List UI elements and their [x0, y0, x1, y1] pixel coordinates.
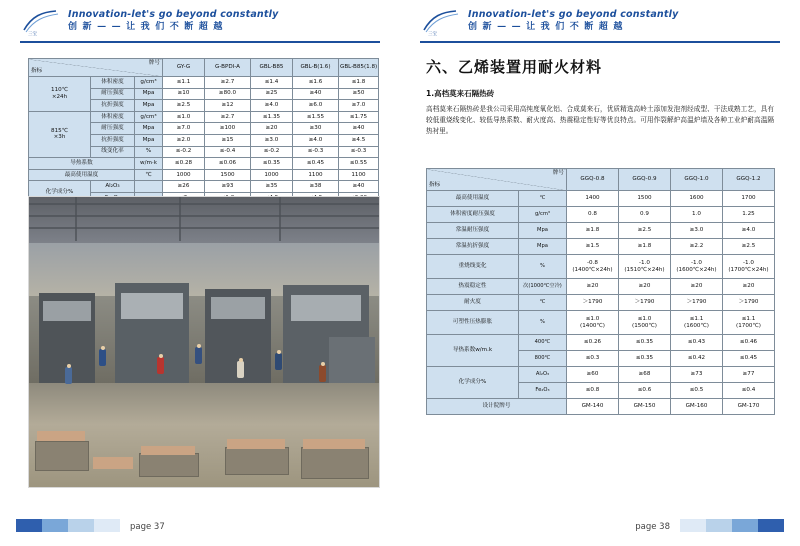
table-cell: ≤-0.3 [339, 146, 379, 158]
row-unit: ℃ [135, 169, 163, 181]
table-cell: ≤-0.2 [163, 146, 205, 158]
table-cell: ≥50 [339, 88, 379, 100]
table-cell: ≥35 [251, 181, 293, 193]
table-cell: ≤0.46 [723, 335, 775, 351]
table-cell: ≤0.42 [671, 351, 723, 367]
table-cell: ≥2.7 [205, 111, 251, 123]
table-col-header: GBL-B85 [251, 59, 293, 77]
left-page-footer [0, 506, 400, 546]
table-cell: ≤1.8 [339, 77, 379, 89]
table-cell: -0.8 (1400℃×24h) [567, 255, 619, 279]
row-label: 耐压强度 [91, 123, 135, 135]
body-paragraph: 高档莫来石隔热砖是我公司采用高纯度氧化铝、合成莫来石，优质精选高岭土添加发泡剂经成型、干法成熟工艺，具有较低重烧线变化、较低导热系数、耐火度高、热震稳定性好等优良特点。可用作裂解炉高温炉墙及各种工业炉耐高温隔热衬里。 [426, 105, 774, 135]
row-unit: Mpa [135, 100, 163, 112]
table-cell: ≤1.55 [293, 111, 339, 123]
table-cell: ≤1.6 [293, 77, 339, 89]
table-row [29, 158, 379, 170]
table-cell: 1500 [205, 169, 251, 181]
table-cell: ≥68 [619, 367, 671, 383]
table-cell: ≥7.0 [163, 123, 205, 135]
table-cell: ≥77 [723, 367, 775, 383]
table-cell: ≥1.8 [567, 223, 619, 239]
row-group-label: 815℃ ×3h [29, 111, 91, 157]
table-cell: -1.0 (1600℃×24h) [671, 255, 723, 279]
table-cell: ≥2.5 [163, 100, 205, 112]
row-label: 耐火度 [427, 295, 519, 311]
table-corner-cell: 牌号 指标 [427, 169, 567, 191]
table-cell: GM-160 [671, 399, 723, 415]
row-label: 重烧线变化 [427, 255, 519, 279]
table-cell: ≥3.0 [251, 134, 293, 146]
table-cell: ≤1.0 [163, 111, 205, 123]
table-col-header: GY-G [163, 59, 205, 77]
table-cell: ≥1.8 [619, 239, 671, 255]
table-cell: ≤0.4 [723, 383, 775, 399]
table-cell: 1600 [671, 191, 723, 207]
row-label: 耐压强度 [91, 88, 135, 100]
row-label: 导热系数w/m.k [427, 335, 519, 367]
right-page-number: page 38 [635, 522, 670, 532]
row-label: 可塑性压热膨胀 [427, 311, 519, 335]
table-cell: ≤-0.4 [205, 146, 251, 158]
table-cell: ≤0.3 [567, 351, 619, 367]
table-row [29, 77, 379, 89]
table-cell: 0.8 [567, 207, 619, 223]
row-label: 体积密度 [91, 77, 135, 89]
table-row [29, 181, 379, 193]
table-cell: ≥2.5 [619, 223, 671, 239]
table-cell: 1.0 [671, 207, 723, 223]
factory-production-line-photo [28, 196, 380, 488]
table-row [427, 311, 775, 335]
table-cell: ≥20 [671, 279, 723, 295]
table-cell: ≥2.5 [723, 239, 775, 255]
table-cell: ＞1790 [619, 295, 671, 311]
footer-color-bar-right [680, 519, 784, 532]
table-cell: 1700 [723, 191, 775, 207]
row-label: 最高使用温度 [29, 169, 135, 181]
row-unit: % [519, 255, 567, 279]
row-label: 线变化率 [91, 146, 135, 158]
table-row [427, 239, 775, 255]
table-cell: 1100 [293, 169, 339, 181]
subsection-title: 1.高档莫来石隔热砖 [426, 89, 495, 98]
table-cell: ≥40 [339, 123, 379, 135]
table-cell: ＞1790 [567, 295, 619, 311]
row-unit: 800℃ [519, 351, 567, 367]
table-col-header: GGQ-0.9 [619, 169, 671, 191]
table-row [427, 255, 775, 279]
table-cell: 0.9 [619, 207, 671, 223]
table-cell: ≤1.75 [339, 111, 379, 123]
table-cell: ≤0.45 [723, 351, 775, 367]
table-cell: ≥2.0 [163, 134, 205, 146]
table-cell: ≤0.55 [339, 158, 379, 170]
table-cell: -1.0 (1700℃×24h) [723, 255, 775, 279]
table-cell: ≤0.35 [619, 335, 671, 351]
right-spec-table-wrap [426, 168, 774, 415]
row-unit: ℃ [519, 191, 567, 207]
table-cell: ≤0.8 [567, 383, 619, 399]
table-cell: ≥26 [163, 181, 205, 193]
left-page-header [0, 0, 400, 42]
table-cell: ≤-0.3 [293, 146, 339, 158]
row-unit [135, 181, 163, 193]
slogan-chinese-right: 创 新 — — 让 我 们 不 断 超 越 [468, 22, 624, 32]
table-cell: ≥7.0 [339, 100, 379, 112]
table-cell: 1100 [339, 169, 379, 181]
table-cell: ≥3.0 [671, 223, 723, 239]
row-unit: Al₂O₃ [519, 367, 567, 383]
row-label: 热震稳定性 [427, 279, 519, 295]
table-row [427, 191, 775, 207]
table-cell: ≤1.0 (1500℃) [619, 311, 671, 335]
table-row [427, 279, 775, 295]
row-unit: w/m·k [135, 158, 163, 170]
table-col-header: GBL-B85(1.8) [339, 59, 379, 77]
header-rule-right [420, 41, 780, 43]
table-cell: ≤0.35 [619, 351, 671, 367]
right-header-slogan [468, 8, 678, 34]
table-cell: ≥30 [293, 123, 339, 135]
row-unit: Mpa [135, 123, 163, 135]
table-cell: ≤1.35 [251, 111, 293, 123]
row-label: 体积密度 [91, 111, 135, 123]
table-cell: ≤0.26 [567, 335, 619, 351]
table-row [29, 169, 379, 181]
svg-text:三宝: 三宝 [28, 32, 37, 36]
table-cell: ≥20 [567, 279, 619, 295]
row-unit: g/cm³ [135, 111, 163, 123]
row-unit: % [135, 146, 163, 158]
row-unit: Mpa [519, 223, 567, 239]
table-cell: ≤1.4 [251, 77, 293, 89]
table-cell: 1400 [567, 191, 619, 207]
table-row [427, 295, 775, 311]
table-cell: ≥80.0 [205, 88, 251, 100]
row-unit: % [519, 311, 567, 335]
row-group-label: 110℃ ×24h [29, 77, 91, 112]
table-cell: ≥38 [293, 181, 339, 193]
table-cell: ≥2.2 [671, 239, 723, 255]
table-cell: ≥40 [293, 88, 339, 100]
row-label: 抗折强度 [91, 134, 135, 146]
row-label: 体积密度耐压强度 [427, 207, 519, 223]
table-cell: ≥100 [205, 123, 251, 135]
table-cell: 1.25 [723, 207, 775, 223]
sanbao-logo-icon-right [422, 8, 464, 36]
slogan-english-right: Innovation-let's go beyond constantly [468, 9, 679, 20]
row-label: Al₂O₃ [91, 181, 135, 193]
row-unit: Fe₂O₃ [519, 383, 567, 399]
row-label: 导热系数 [29, 158, 135, 170]
table-cell: ≤1.1 [163, 77, 205, 89]
row-unit: g/cm³ [519, 207, 567, 223]
table-header-row [427, 169, 775, 191]
table-corner-cell: 牌号 指标 [29, 59, 163, 77]
table-cell: 1500 [619, 191, 671, 207]
left-header-slogan [68, 8, 278, 34]
row-unit: Mpa [135, 88, 163, 100]
section-title: 六、乙烯装置用耐火材料 [426, 58, 603, 76]
left-page-number: page 37 [130, 522, 165, 532]
table-row [427, 223, 775, 239]
table-cell: GM-140 [567, 399, 619, 415]
row-unit: g/cm³ [135, 77, 163, 89]
table-col-header: G-BPDI-A [205, 59, 251, 77]
table-cell: ≥20 [251, 123, 293, 135]
table-cell: 1000 [163, 169, 205, 181]
table-cell: 1000 [251, 169, 293, 181]
right-page-header [400, 0, 800, 42]
slogan-english: Innovation-let's go beyond constantly [68, 9, 279, 20]
footer-color-bar [16, 519, 120, 532]
table-cell: ≥4.0 [293, 134, 339, 146]
table-cell: ≥60 [567, 367, 619, 383]
table-cell: ＞1790 [723, 295, 775, 311]
row-unit: 次(1000℃空冷) [519, 279, 567, 295]
table-cell: ≥12 [205, 100, 251, 112]
table-cell: ≤1.1 (1700℃) [723, 311, 775, 335]
table-cell: ≥25 [251, 88, 293, 100]
row-label: 常温抗折强度 [427, 239, 519, 255]
sanbao-logo-icon [22, 8, 64, 36]
right-spec-table [426, 168, 775, 415]
table-cell: ≤0.45 [293, 158, 339, 170]
right-page [400, 0, 800, 546]
table-cell: ≤0.43 [671, 335, 723, 351]
row-label: 最高使用温度 [427, 191, 519, 207]
table-cell: ≥93 [205, 181, 251, 193]
table-cell: GM-170 [723, 399, 775, 415]
table-cell: ＞1790 [671, 295, 723, 311]
table-cell: ≤0.28 [163, 158, 205, 170]
table-row [427, 399, 775, 415]
row-unit: ℃ [519, 295, 567, 311]
table-cell: ≥6.0 [293, 100, 339, 112]
table-cell: -1.0 (1510℃×24h) [619, 255, 671, 279]
table-row [29, 111, 379, 123]
row-label: 设计院牌号 [427, 399, 567, 415]
table-cell: ≥20 [723, 279, 775, 295]
table-col-header: GGQ-0.8 [567, 169, 619, 191]
row-label: 化学成分% [427, 367, 519, 399]
table-header-row [29, 59, 379, 77]
table-row [427, 367, 775, 383]
row-unit: 400℃ [519, 335, 567, 351]
table-cell: ≤0.06 [205, 158, 251, 170]
table-row [427, 335, 775, 351]
row-group-label: 化学成分% [29, 181, 91, 204]
table-cell: ≤0.5 [671, 383, 723, 399]
table-col-header: GGQ-1.0 [671, 169, 723, 191]
table-cell: ≤1.1 (1600℃) [671, 311, 723, 335]
row-unit: Mpa [135, 134, 163, 146]
slogan-chinese: 创 新 — — 让 我 们 不 断 超 越 [68, 22, 224, 32]
table-col-header: GGQ-1.2 [723, 169, 775, 191]
table-cell: ≥1.5 [567, 239, 619, 255]
table-cell: ≤0.6 [619, 383, 671, 399]
table-cell: GM-150 [619, 399, 671, 415]
row-label: 常温耐压强度 [427, 223, 519, 239]
table-cell: ≤0.35 [251, 158, 293, 170]
table-cell: ≤1.0 (1400℃) [567, 311, 619, 335]
table-col-header: GBL-B(1.6) [293, 59, 339, 77]
right-page-footer [400, 506, 800, 546]
row-label: 抗折强度 [91, 100, 135, 112]
table-cell: ≥20 [619, 279, 671, 295]
table-cell: ≥4.0 [251, 100, 293, 112]
svg-text:三宝: 三宝 [428, 32, 437, 36]
table-cell: ≥4.5 [339, 134, 379, 146]
table-cell: ≤-0.2 [251, 146, 293, 158]
table-cell: ≥73 [671, 367, 723, 383]
table-cell: ≥10 [163, 88, 205, 100]
row-unit: Mpa [519, 239, 567, 255]
table-cell: ≥15 [205, 134, 251, 146]
table-cell: ≥2.7 [205, 77, 251, 89]
header-rule [20, 41, 380, 43]
table-row [427, 207, 775, 223]
table-cell: ≥4.0 [723, 223, 775, 239]
table-cell: ≥40 [339, 181, 379, 193]
